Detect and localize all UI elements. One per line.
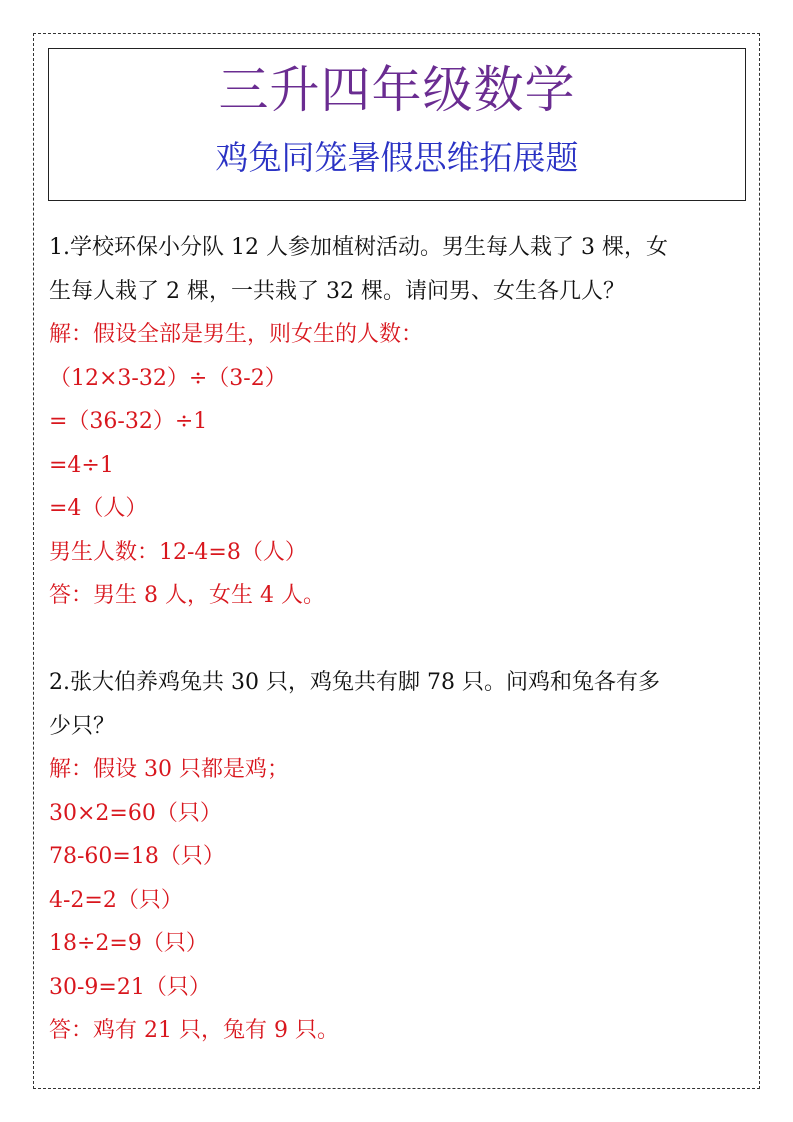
spacer	[49, 618, 739, 662]
solution-line: 解：假设全部是男生，则女生的人数：	[49, 322, 424, 347]
solution-line: 30-9=21（只）	[49, 974, 211, 1000]
solution-line: 男生人数：12-4=8（人）	[49, 539, 307, 565]
problem-1	[49, 226, 739, 618]
question-line: 少只？	[49, 713, 116, 739]
answer-line: 答：男生 8 人，女生 4 人。	[49, 583, 325, 608]
question-line: 生每人栽了 2 棵，一共栽了 32 棵。请问男、女生各几人？	[49, 278, 625, 304]
page-title: 三升四年级数学	[218, 61, 576, 119]
answer-line: 答：鸡有 21 只，兔有 9 只。	[49, 1018, 339, 1043]
solution-line: 78-60=18（只）	[49, 844, 225, 869]
solution-line: 4-2=2（只）	[49, 887, 183, 913]
solution-line: 18÷2=9（只）	[49, 931, 208, 956]
solution-line: =（36-32）÷1	[49, 409, 208, 434]
solution-line: 30×2=60（只）	[49, 800, 222, 826]
solution-line: （12×3-32）÷（3-2）	[49, 365, 287, 391]
solution-line: =4（人）	[49, 496, 148, 521]
question-line: 2.张大伯养鸡兔共 30 只，鸡兔共有脚 78 只。问鸡和兔各有多	[49, 670, 660, 695]
solution-line: 解：假设 30 只都是鸡；	[49, 757, 289, 782]
solution-line: =4÷1	[49, 452, 114, 478]
question-line: 1.学校环保小分队 12 人参加植树活动。男生每人栽了 3 棵，女	[49, 235, 668, 260]
header-box	[48, 48, 746, 201]
problem-content	[49, 226, 739, 1053]
page-subtitle: 鸡兔同笼暑假思维拓展题	[215, 138, 579, 177]
problem-2	[49, 661, 739, 1053]
